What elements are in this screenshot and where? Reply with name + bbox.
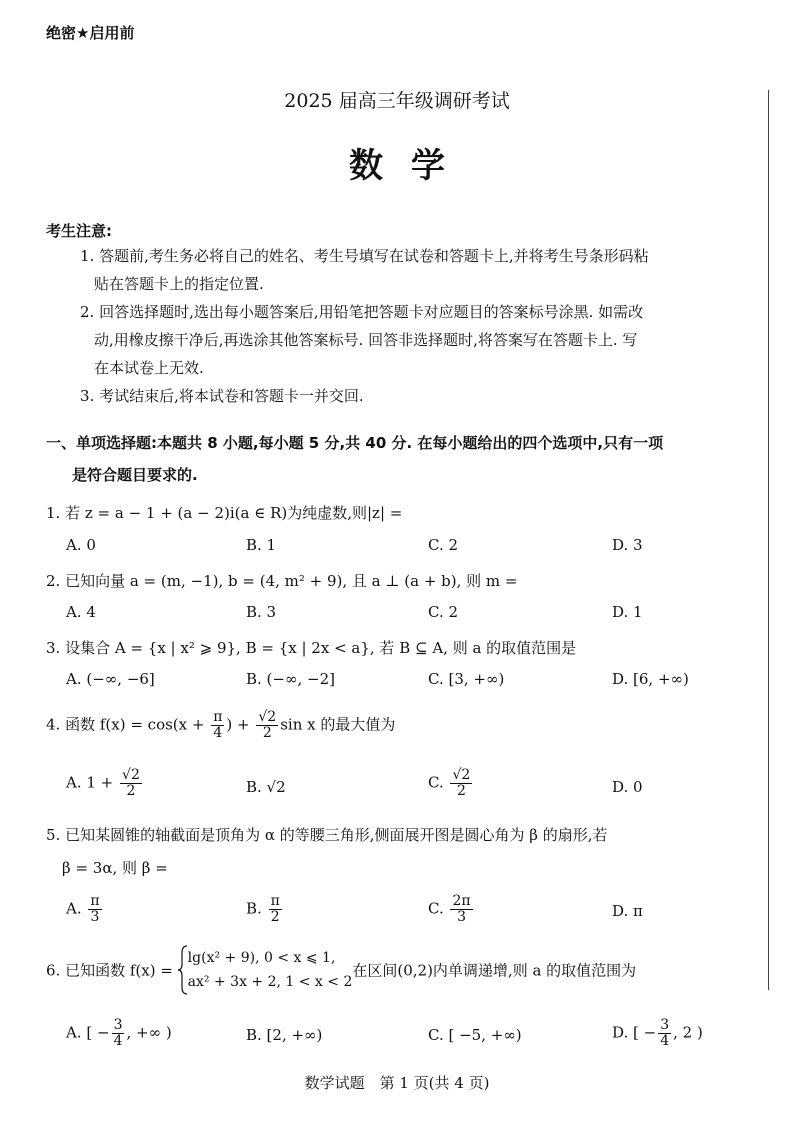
opt-frac <box>450 894 472 925</box>
frac-num: 3 <box>660 1017 670 1033</box>
opt-suffix: , 2 ) <box>673 1023 703 1042</box>
q4-option-b: B. √2 <box>246 778 286 796</box>
q2-option-b: B. 3 <box>246 603 277 621</box>
opt-frac <box>450 768 472 799</box>
q6-option-c: C. [ −5, +∞) <box>428 1026 522 1044</box>
frac-den: 2 <box>270 909 280 925</box>
opt-frac <box>658 1018 671 1049</box>
notice-line: 在本试卷上无效. <box>94 359 204 377</box>
opt-suffix: , +∞ ) <box>126 1023 172 1042</box>
opt-prefix: A. 1 + <box>66 773 119 792</box>
opt-frac <box>112 1018 125 1049</box>
q6-stem-part: 在区间(0,2)内单调递增,则 a 的取值范围为 <box>352 961 637 980</box>
q6-stem-part: 6. 已知函数 f(x) = <box>46 961 178 980</box>
opt-prefix: A. [ − <box>66 1023 110 1042</box>
q1-option-b: B. 1 <box>246 536 277 554</box>
q4-frac <box>256 710 278 741</box>
margin-rule <box>768 90 769 990</box>
q3-option-a: A. (−∞, −6] <box>66 670 155 688</box>
q6-option-b: B. [2, +∞) <box>246 1026 323 1044</box>
opt-frac <box>88 894 101 925</box>
q5-option-a <box>66 894 104 925</box>
opt-prefix: C. <box>428 899 449 918</box>
exam-title: 2025 届高三年级调研考试 <box>284 90 510 112</box>
frac-num: π <box>270 893 280 909</box>
q3-option-c: C. [3, +∞) <box>428 670 505 688</box>
q1-option-c: C. 2 <box>428 536 459 554</box>
q4-option-c <box>428 768 474 799</box>
frac-num: √2 <box>122 767 140 783</box>
q4-option-d: D. 0 <box>612 778 643 796</box>
q4-stem-part: sin x 的最大值为 <box>280 715 396 734</box>
frac-den: 3 <box>90 909 100 925</box>
frac-num: 3 <box>113 1017 123 1033</box>
frac-den: 4 <box>113 1033 123 1049</box>
section-heading-cont: 是符合题目要求的. <box>72 466 198 484</box>
opt-prefix: C. <box>428 773 449 792</box>
subject-title: 数学 <box>349 146 473 186</box>
piecewise-system <box>178 945 353 995</box>
notice-line: 2. 回答选择题时,选出每小题答案后,用铅笔把答题卡对应题目的答案标号涂黑. 如需改 <box>80 303 644 321</box>
frac-num: √2 <box>452 767 471 783</box>
q6-option-d <box>612 1018 703 1049</box>
q4-stem-part: 4. 函数 f(x) = cos(x + <box>46 715 210 734</box>
opt-frac <box>120 768 142 799</box>
frac-den: 4 <box>213 725 223 741</box>
question-6-stem <box>46 945 636 995</box>
q4-stem-part: ) + <box>226 715 255 734</box>
q6-option-a <box>66 1018 172 1049</box>
q5-option-c <box>428 894 475 925</box>
notice-line: 3. 考试结束后,将本试卷和答题卡一并交回. <box>80 387 364 405</box>
frac-num: 2π <box>452 893 471 909</box>
frac-den: 2 <box>456 783 466 799</box>
page-footer: 数学试题 第 1 页(共 4 页) <box>304 1074 490 1092</box>
question-5-stem-cont: β = 3α, 则 β = <box>62 859 168 877</box>
frac-den: 4 <box>660 1033 670 1049</box>
brace-icon <box>178 945 188 995</box>
notice-line: 动,用橡皮擦干净后,再选涂其他答案标号. 回答非选择题时,将答案写在答题卡上. 写 <box>94 331 638 349</box>
q2-option-c: C. 2 <box>428 603 459 621</box>
frac-num: π <box>213 709 223 725</box>
question-2-stem: 2. 已知向量 a = (m, −1), b = (4, m² + 9), 且 a ⊥ (a + b), 则 m = <box>46 572 518 590</box>
q3-option-d: D. [6, +∞) <box>612 670 689 688</box>
q2-option-a: A. 4 <box>66 603 96 621</box>
frac-den: 2 <box>262 725 272 741</box>
q4-option-a <box>66 768 144 799</box>
question-3-stem: 3. 设集合 A = {x | x² ⩾ 9}, B = {x | 2x < a}, 若 B ⊆ A, 则 a 的取值范围是 <box>46 639 577 657</box>
q1-option-d: D. 3 <box>612 536 643 554</box>
opt-frac <box>269 894 282 925</box>
question-4-stem <box>46 710 395 741</box>
frac-den: 3 <box>457 909 466 925</box>
opt-prefix: A. <box>66 899 87 918</box>
frac-num: √2 <box>258 709 277 725</box>
q3-option-b: B. (−∞, −2] <box>246 670 335 688</box>
q5-option-b <box>246 894 284 925</box>
frac-den: 2 <box>126 783 136 799</box>
section-heading: 一、单项选择题:本题共 8 小题,每小题 5 分,共 40 分. 在每小题给出的四个选项中,只有一项 <box>46 434 664 452</box>
q5-option-d: D. π <box>612 902 643 920</box>
notice-heading: 考生注意: <box>46 222 112 240</box>
notice-line: 1. 答题前,考生务必将自己的姓名、考生号填写在试卷和答题卡上,并将考生号条形码粘 <box>80 247 649 265</box>
frac-num: π <box>90 893 100 909</box>
confidential-mark: 绝密★启用前 <box>46 24 135 42</box>
q2-option-d: D. 1 <box>612 603 643 621</box>
opt-prefix: B. <box>246 899 267 918</box>
q1-option-a: A. 0 <box>66 536 96 554</box>
case-2: ax² + 3x + 2, 1 < x < 2 <box>187 974 353 990</box>
opt-prefix: D. [ − <box>612 1023 657 1042</box>
question-1-stem: 1. 若 z = a − 1 + (a − 2)i(a ∈ R)为纯虚数,则|z| = <box>46 504 403 522</box>
question-5-stem: 5. 已知某圆锥的轴截面是顶角为 α 的等腰三角形,侧面展开图是圆心角为 β 的扇形,若 <box>46 826 608 844</box>
notice-line: 贴在答题卡上的指定位置. <box>94 275 264 293</box>
case-1: lg(x² + 9), 0 < x ⩽ 1, <box>187 950 336 966</box>
q4-frac <box>211 710 224 741</box>
